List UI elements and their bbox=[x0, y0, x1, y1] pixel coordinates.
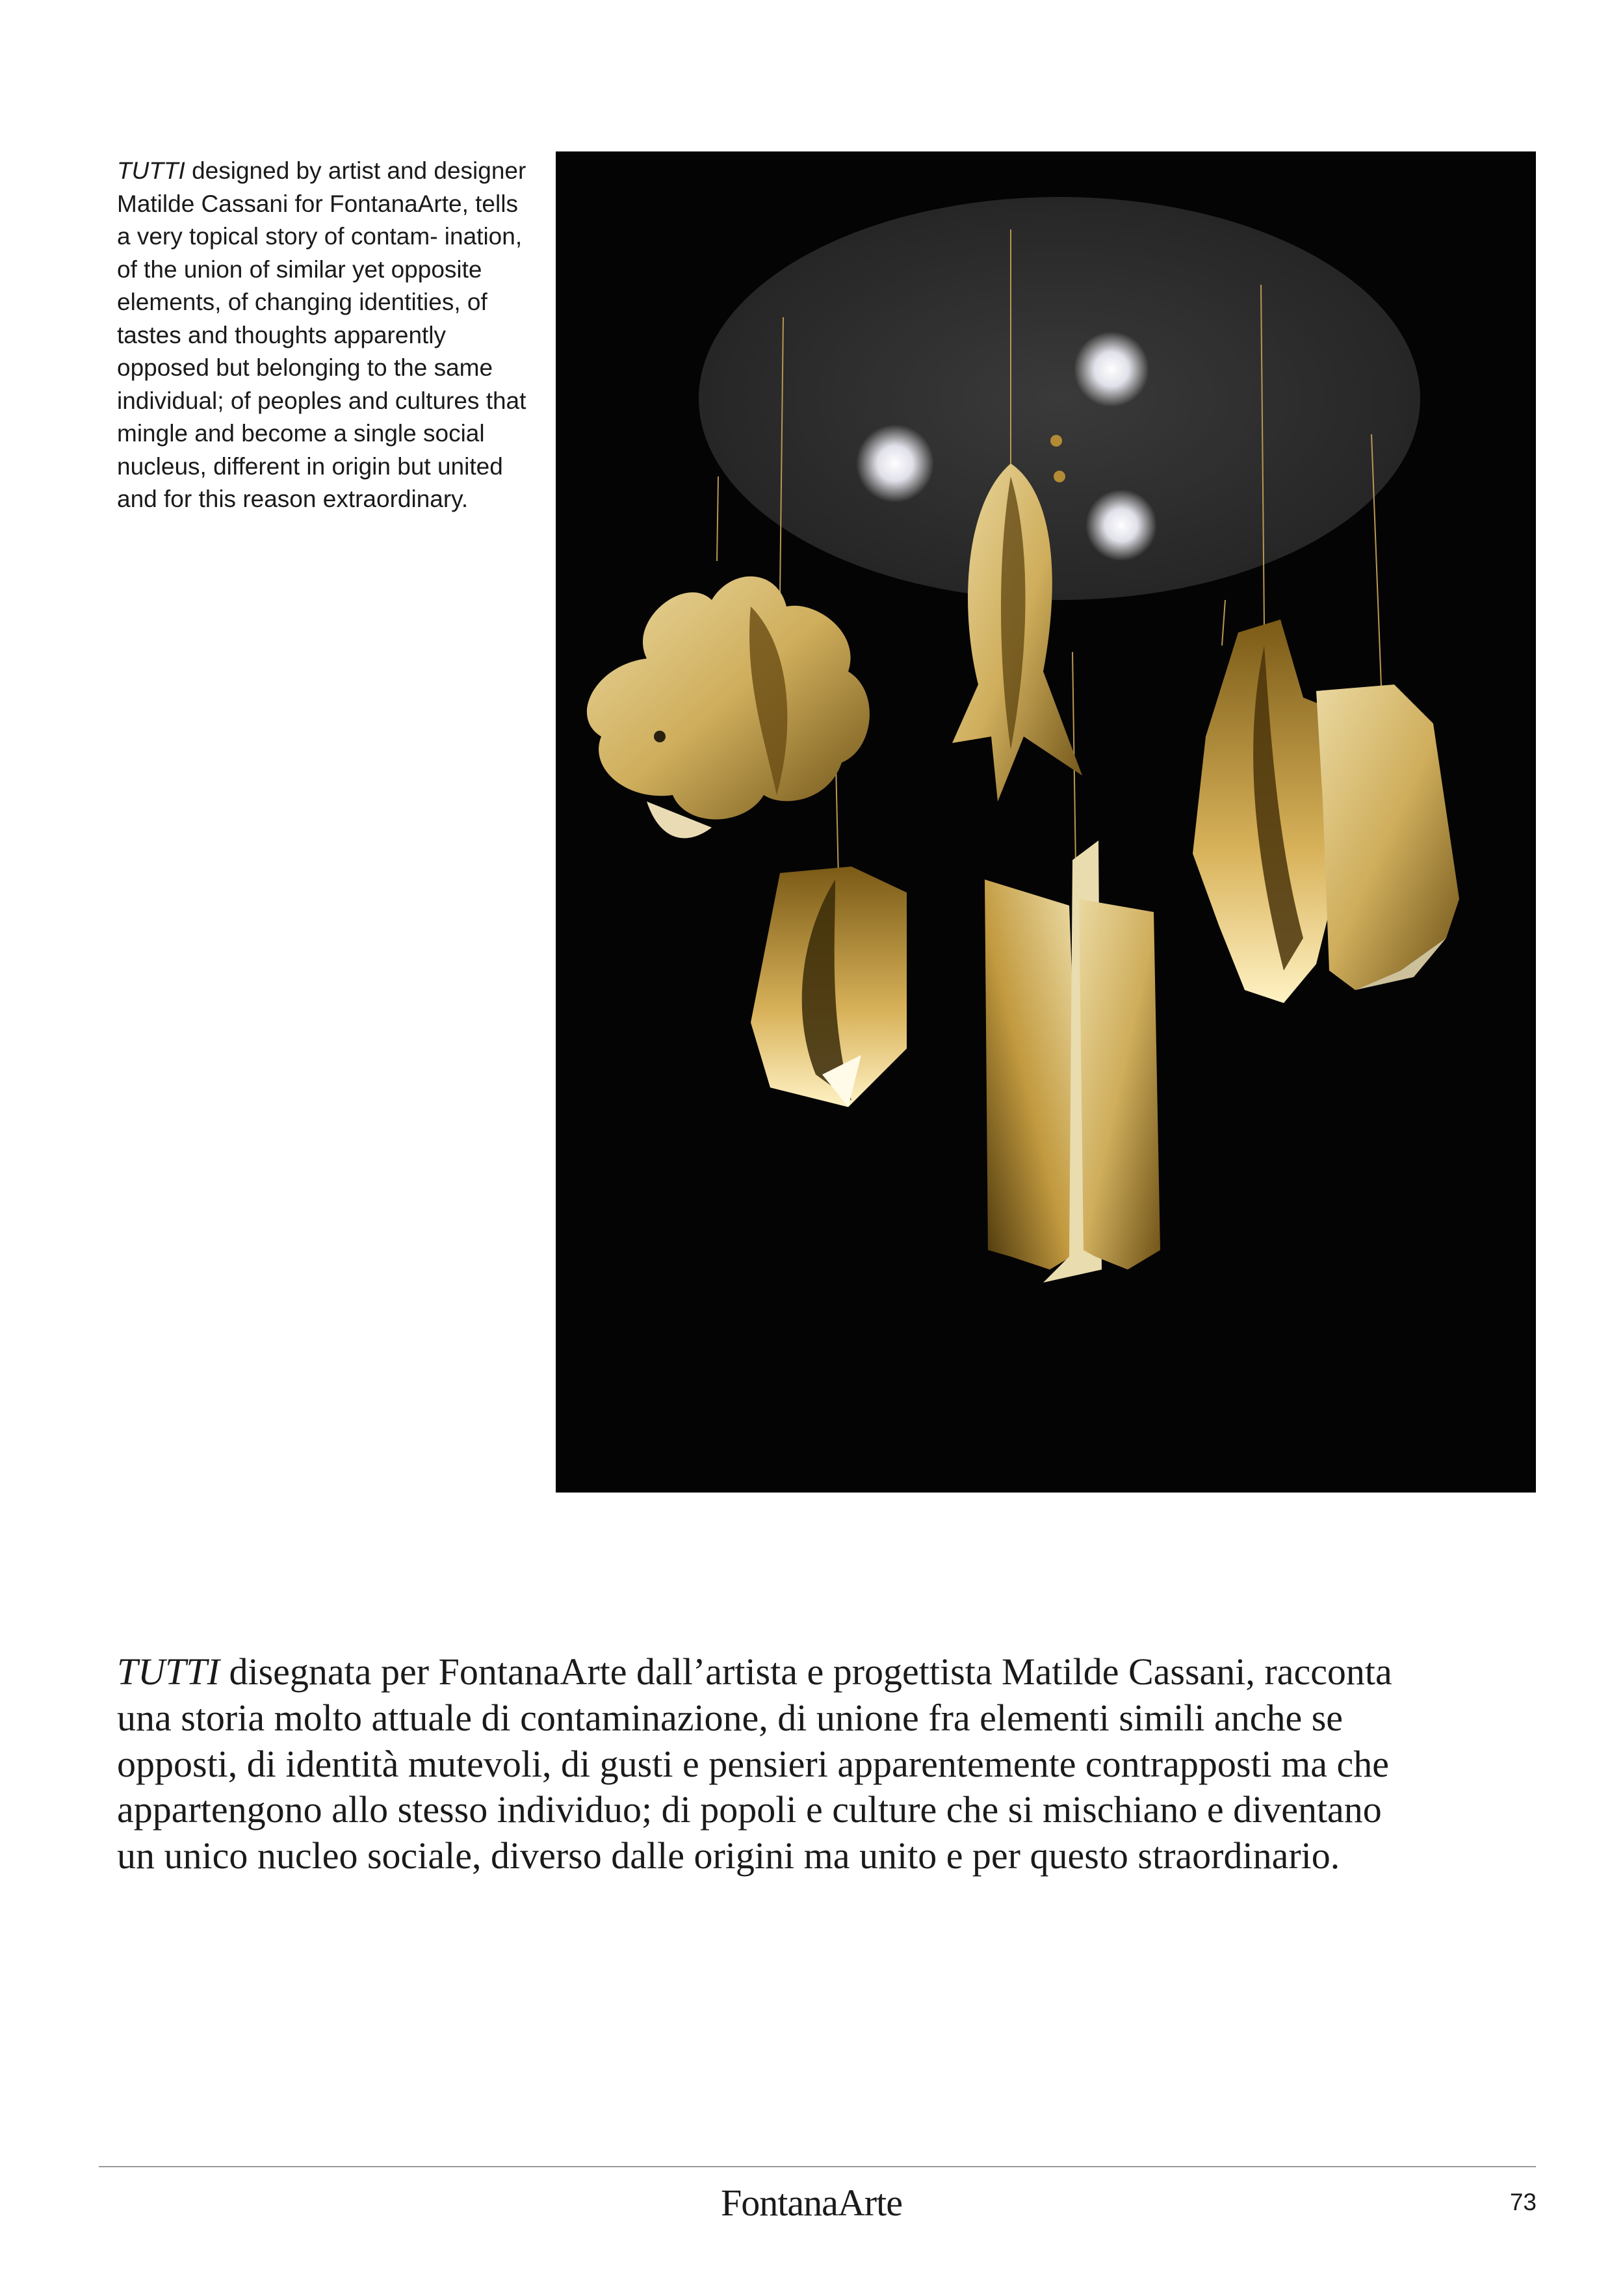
led-light-1 bbox=[856, 424, 934, 502]
lamp-ribbed bbox=[1193, 620, 1459, 1003]
page-number: 73 bbox=[1509, 2189, 1537, 2215]
english-body: designed by artist and designer Matilde Cassani for FontanaArte, tells a very topical story of contam- ination, of the union of similar yet opposite elements, of changing identities, of tastes and thoughts apparently opposed but belonging to the same individual; of peoples and cultures that mingle and become a single social nucleus, different in origin but united and for this reason extraordinary. bbox=[117, 157, 526, 512]
english-description bbox=[117, 155, 533, 516]
ceiling-canopy bbox=[699, 197, 1420, 600]
lamp-cloud bbox=[587, 577, 870, 839]
italian-title: TUTTI bbox=[117, 1650, 220, 1693]
lamp-hexagon bbox=[751, 867, 907, 1107]
english-title: TUTTI bbox=[117, 157, 185, 184]
product-photo bbox=[556, 151, 1536, 1493]
led-light-2 bbox=[1074, 332, 1149, 407]
footer-brand-logo: FontanaArte bbox=[721, 2182, 902, 2224]
tutti-lamp-illustration bbox=[556, 151, 1536, 1493]
italian-description bbox=[117, 1649, 1417, 1879]
italian-body: disegnata per FontanaArte dall’artista e progettista Matilde Cassani, racconta una storia molto attuale di contaminazione, di unione fra elementi simili anche se opposti, di identità mutevoli, di gusti e pensieri apparentemente contrapposti ma che appartengono allo stesso individuo; di popoli e culture che si mischiano e diventano un unico nucleo sociale, diverso dalle origini ma unito e per questo straordinario. bbox=[117, 1650, 1392, 1877]
footer-divider bbox=[99, 2166, 1536, 2167]
led-light-3 bbox=[1085, 489, 1157, 561]
lamp-panels bbox=[985, 841, 1160, 1283]
